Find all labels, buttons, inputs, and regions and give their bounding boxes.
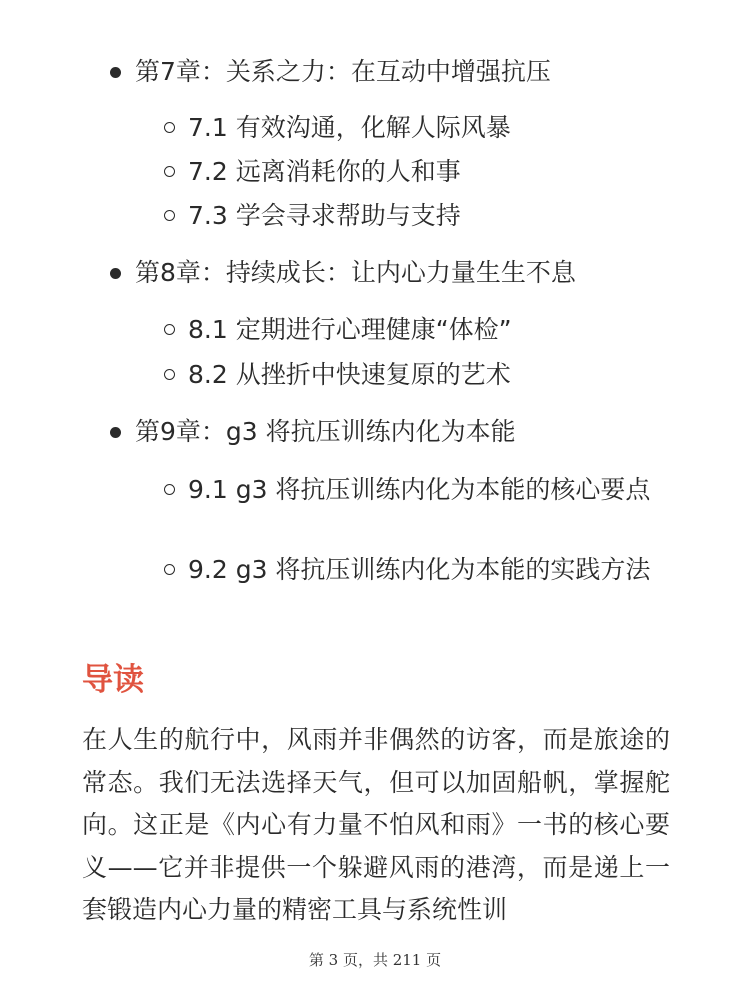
section-title: 7.1 有效沟通，化解人际风暴 (188, 113, 511, 142)
bullet-icon (110, 427, 121, 438)
chapter-title: 第8章：持续成长：让内心力量生生不息 (135, 258, 576, 287)
circle-bullet-icon (164, 324, 175, 335)
section-title: 7.2 远离消耗你的人和事 (188, 157, 461, 186)
body-paragraph: 在人生的航行中，风雨并非偶然的访客，而是旅途的常态。我们无法选择天气，但可以加固船帆，掌握舵向。这正是《内心有力量不怕风和雨》一书的核心要义——它并非提供一个躲避风雨的港湾，而是递上一套锻造内心力量的精密工具与系统性训 (82, 725, 670, 924)
section-heading: 导读 (82, 662, 144, 698)
section-title: 9.1 g3 将抗压训练内化为本能的核心要点 (188, 475, 651, 504)
chapter-title: 第9章：g3 将抗压训练内化为本能 (135, 417, 516, 446)
circle-bullet-icon (164, 484, 175, 495)
circle-bullet-icon (164, 166, 175, 177)
bullet-icon (110, 67, 121, 78)
section-title: 8.1 定期进行心理健康“体检” (188, 315, 512, 344)
section-title: 9.2 g3 将抗压训练内化为本能的实践方法 (188, 555, 651, 584)
bullet-icon (110, 268, 121, 279)
circle-bullet-icon (164, 122, 175, 133)
circle-bullet-icon (164, 564, 175, 575)
section-title: 7.3 学会寻求帮助与支持 (188, 201, 461, 230)
section-title: 8.2 从挫折中快速复原的艺术 (188, 360, 511, 389)
chapter-title: 第7章：关系之力：在互动中增强抗压 (135, 57, 551, 86)
page-number: 第 3 页，共 211 页 (308, 951, 442, 969)
circle-bullet-icon (164, 369, 175, 380)
circle-bullet-icon (164, 210, 175, 221)
